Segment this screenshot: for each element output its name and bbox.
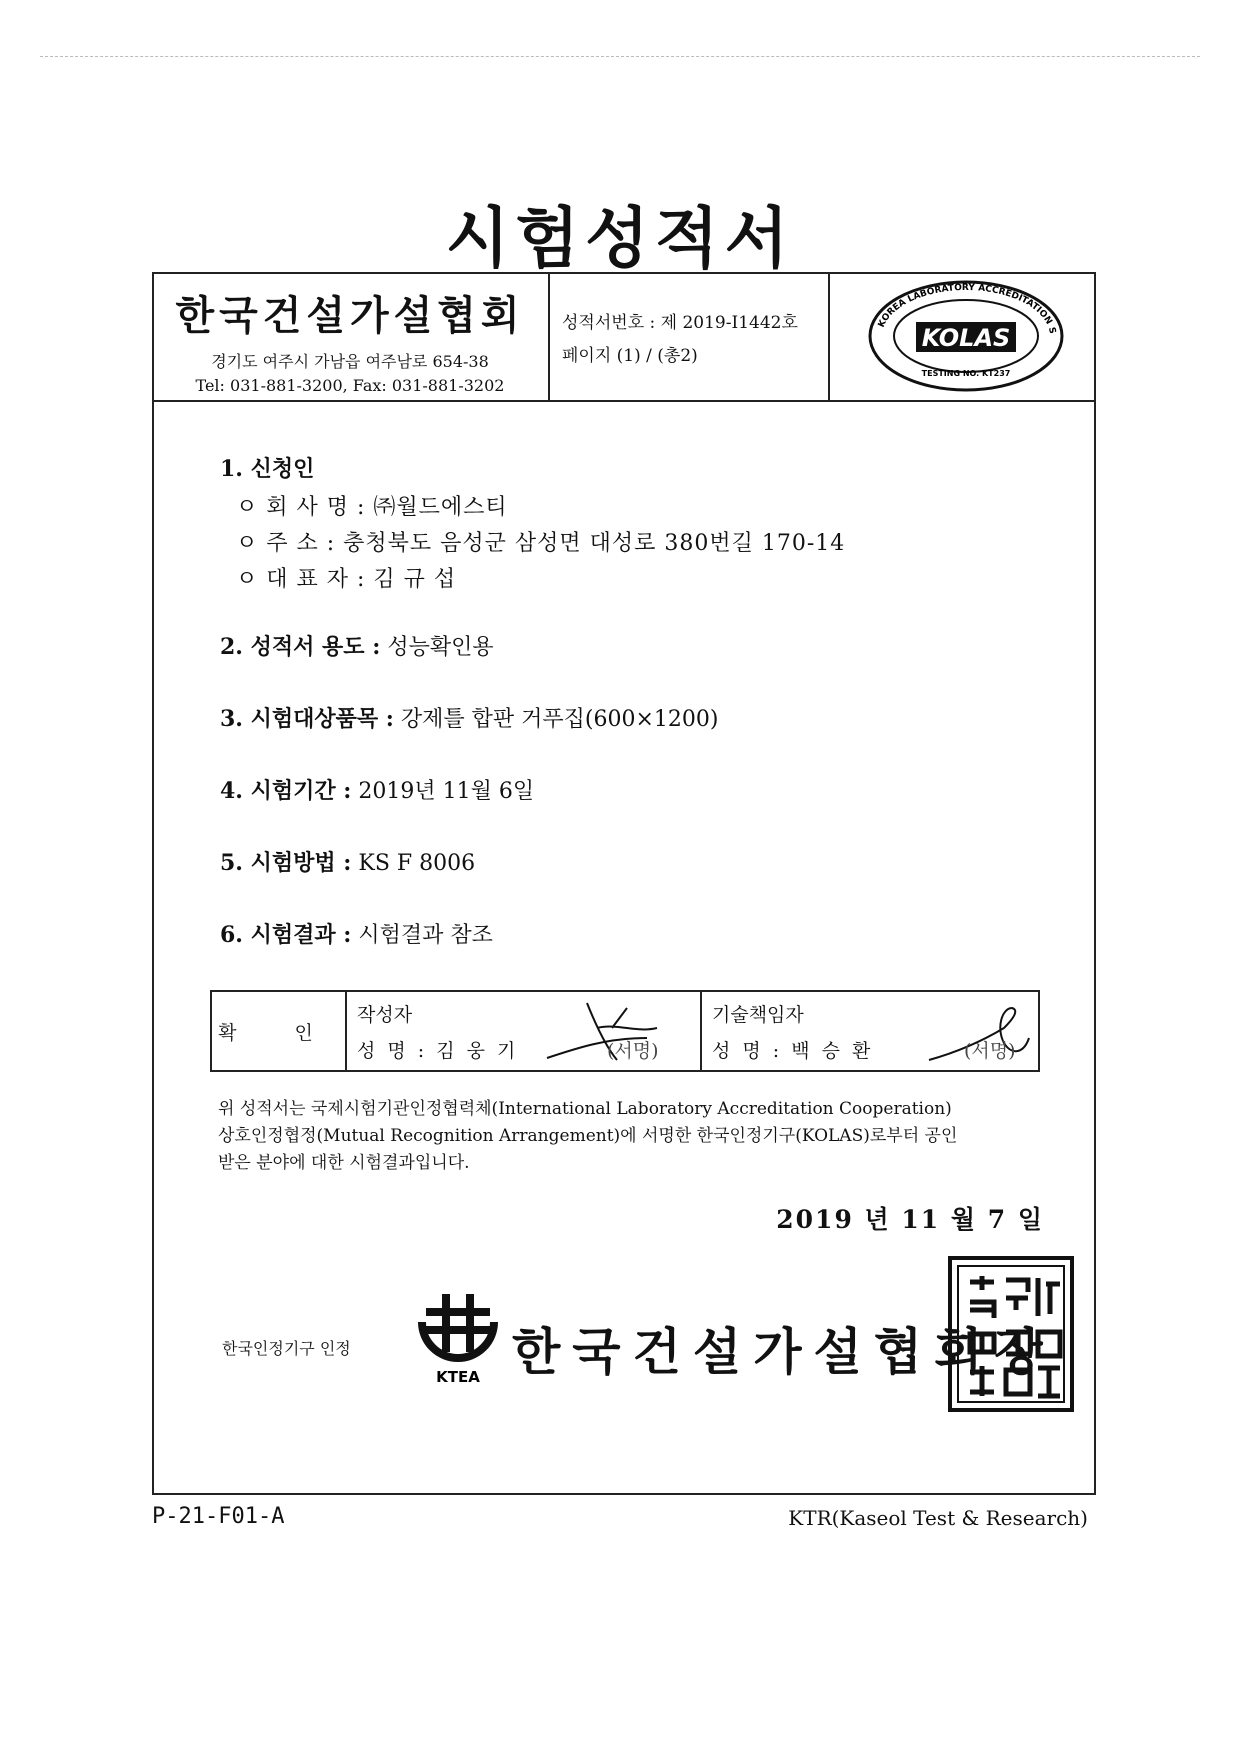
tech-manager-cell: [702, 992, 1038, 1070]
accreditation-label: 한국인정기구 인정: [222, 1339, 351, 1358]
section-label: 1. 신청인: [220, 456, 315, 482]
header-organization: [152, 272, 550, 400]
applicant-representative: ㅇ 대 표 자 : 김 규 섭: [236, 567, 457, 592]
tech-manager-sign-mark: (서명): [964, 1040, 1016, 1062]
applicant-address: ㅇ 주 소 : 충청북도 음성군 삼성면 대성로 380번길 170-14: [236, 531, 846, 556]
issuer-note: KTR(Kaseol Test & Research): [788, 1506, 1088, 1530]
tech-manager-title: 기술책임자: [712, 1004, 804, 1026]
organization-name: 한국건설가설협회: [175, 292, 525, 339]
applicant-company: ㅇ 회 사 명 : ㈜월드에스티: [236, 495, 508, 520]
kolas-name: KOLAS: [921, 324, 1011, 352]
organization-phone: Tel: 031-881-3200, Fax: 031-881-3202: [195, 376, 505, 395]
section-value: 시험결과 참조: [358, 923, 493, 948]
statement-line: 위 성적서는 국제시험기관인정협력체(International Laboratory Accreditation Cooperation): [218, 1099, 952, 1119]
official-seal: [946, 1254, 1076, 1414]
author-cell: [347, 992, 702, 1070]
document-title: 시험성적서: [445, 199, 795, 277]
section-value: 성능확인용: [387, 635, 494, 660]
confirmation-table: [210, 990, 1040, 1072]
scan-top-line: [40, 56, 1200, 57]
accreditation-statement: [218, 1096, 1048, 1177]
author-sign-mark: (서명): [607, 1040, 659, 1062]
author-name: 성 명 : 김 웅 기: [357, 1040, 519, 1062]
statement-line: 받은 분야에 대한 시험결과입니다.: [218, 1153, 470, 1173]
report-header: [152, 272, 1096, 402]
section-test-item: [220, 702, 719, 733]
section-test-period: [220, 774, 534, 805]
section-value: KS F 8006: [358, 851, 476, 876]
report-number: 성적서번호 : 제 2019-Ⅰ1442호: [562, 313, 798, 333]
author-title: 작성자: [357, 1004, 413, 1026]
kolas-logo: [830, 272, 1094, 400]
statement-line: 상호인정협정(Mutual Recognition Arrangement)에 서명한 한국인정기구(KOLAS)로부터 공인: [218, 1126, 958, 1146]
page-info: 페이지 (1) / (총2): [562, 346, 698, 366]
header-report-number: [550, 272, 830, 400]
section-purpose: [220, 630, 494, 661]
issue-date: 2019 년 11 월 7 일: [776, 1205, 1044, 1234]
organization-address: 경기도 여주시 가남읍 여주남로 654-38: [211, 352, 489, 371]
section-applicant: [220, 452, 314, 483]
section-label: 2. 성적서 용도 :: [220, 634, 381, 660]
section-label: 4. 시험기간 :: [220, 778, 352, 804]
form-code: P-21-F01-A: [152, 1504, 285, 1529]
ktea-logo: [412, 1292, 504, 1392]
ktea-logo-text: KTEA: [436, 1368, 480, 1386]
section-value: 강제틀 합판 거푸집(600×1200): [400, 707, 719, 732]
section-label: 3. 시험대상품목 :: [220, 706, 394, 732]
kolas-arc-text: KOREA LABORATORY ACCREDITATION S: [876, 282, 1057, 335]
section-test-method: [220, 846, 475, 877]
section-label: 6. 시험결과 :: [220, 922, 352, 948]
section-test-result: [220, 918, 493, 949]
tech-manager-name: 성 명 : 백 승 환: [712, 1040, 874, 1062]
confirmation-label: 확 인: [212, 992, 347, 1070]
section-label: 5. 시험방법 :: [220, 850, 352, 876]
kolas-number: TESTING NO. KT237: [921, 369, 1011, 378]
section-value: 2019년 11월 6일: [358, 779, 535, 804]
issuer-name: 한국건설가설협회장: [512, 1322, 1055, 1381]
